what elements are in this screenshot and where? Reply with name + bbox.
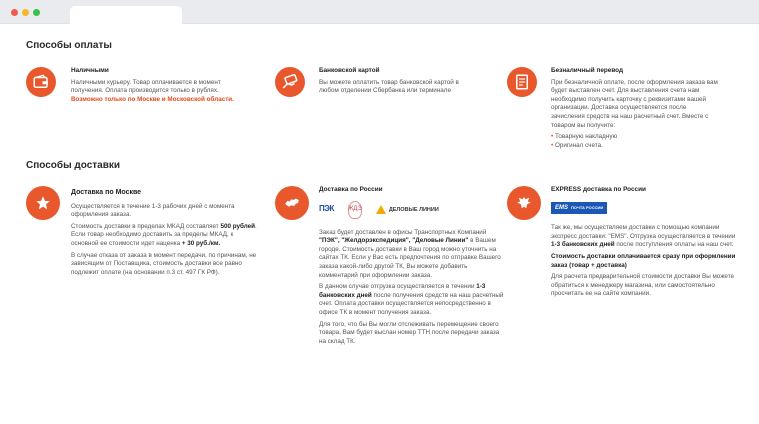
payment-cash-title: Наличными [71,67,109,74]
card-hand-icon [275,67,305,97]
delivery-moscow-refusal: В случае отказа от заказа в момент передачи, по причинам, не зависящим от Поставщика, стоимость доставки все равно подлежит оплате (на основании п.3 ст. 497 ГК РФ). [71,251,257,276]
express-days: 1-3 банковских дней [551,241,615,249]
list-item: • Оригинал счета. [551,142,721,151]
minimize-window-button[interactable] [22,9,29,16]
wallet-icon [26,67,56,97]
delivery-russia [319,186,505,346]
browser-tab[interactable] [70,6,182,24]
russia-text-2: в Вашем городе. Стоимость доставки в Ваш город можно уточнить на сайтах ТК. Если у Вас есть предпочтения по отправке Вашего заказа какой-либо другой ТК, Вы можете добавить комментарий при оформлении заказа. [319,237,501,279]
delivery-express-calc: Для расчета предварительной стоимости доставки Вы можете обратиться к менеджеру магазина, или самостоятельно просчитать ее на сайте компании. [551,273,735,298]
maximize-window-button[interactable] [33,9,40,16]
ems-logo-text: EMS [555,204,569,211]
express-text-2: после поступления оплаты на наш счет. [616,241,734,249]
delovye-linii-logo [376,205,439,214]
payment-cash-text: Наличными курьеру. Товар оплачивается в момент получения. Оплата производится только в рублях. [71,78,221,95]
payment-card [319,67,479,96]
payment-transfer-text: При безналичной оплате, после оформления заказа вам будет выставлен счет. Для выставления счета нам необходимо получить карточку с реквизитами вашей организации. Доставка осуществляется после зачисления средств на наш расчетный счет. Вместе с товаром вы получите: [551,78,718,129]
moscow-cost-surcharge: + 30 руб./км. [181,239,221,247]
payment-card-text: Вы можете оплатить товар банковской картой в любом отделении Сбербанка или терминале [319,78,459,95]
ems-logo [551,202,607,215]
delivery-russia-title: Доставка по России [319,186,383,193]
delivery-russia-offices [319,229,505,281]
close-window-button[interactable] [11,9,18,16]
payment-transfer [551,67,721,150]
zhde-logo: ЖДЭ [348,201,362,219]
payment-cash [71,67,251,104]
moscow-cost-text: Стоимость доставки в пределах МКАД составляет [71,222,219,230]
delivery-moscow-cost [71,223,257,249]
russia-ship-text-2: после получения средств на наш расчетный счет. Оплата доставки осуществляется непосредственно в офисе ТК в момент получения заказа. [319,291,504,316]
payment-transfer-title: Безналичный перевод [551,67,624,74]
carrier-logos [319,199,505,221]
delivery-moscow [71,189,257,277]
delivery-express-terms [551,224,741,250]
delivery-express-title: EXPRESS доставка по России [551,186,646,193]
ems-logo-subtext: ПОЧТА РОССИИ [571,204,604,210]
invoice-icon [507,67,537,97]
express-text: Так же, мы осуществляем доставки с помощью компании экспресс доставки: "EMS". Отгрузка осуществляется в течении [551,224,736,240]
browser-titlebar [0,0,759,24]
delivery-russia-tracking: Для того, что бы Вы могли отслеживать перемещение своего товара, Вам будет выслан номер ТТН после передачи заказа на склад ТК. [319,320,500,345]
delovye-linii-label: ДЕЛОВЫЕ ЛИНИИ [388,206,439,213]
delivery-moscow-title: Доставка по Москве [71,189,142,196]
russia-map-icon [275,186,309,220]
russia-ship-text: В данном случае отгрузка осуществляется в течении [319,283,475,291]
russia-carriers: "ПЭК", "Желдорэкспедиция", "Деловые Линии" [319,237,469,245]
eagle-emblem-icon [507,186,541,220]
russia-ship-days: 1-3 банковских дней [319,283,486,299]
moscow-cost-price: 500 рублей [220,222,255,230]
payment-card-title: Банковской картой [319,67,380,74]
delivery-methods-title: Способы доставки [26,160,121,171]
star-icon [26,186,60,220]
pek-logo: ПЭК [319,204,334,214]
payment-methods-title: Способы оплаты [26,40,112,51]
delivery-moscow-term: Осуществляется в течение 1-3 рабочих дней с момента оформления заказа. [71,202,235,219]
russia-text: Заказ будет доставлен в офисы Транспортных Компаний [319,228,487,236]
delivery-express [551,186,741,299]
payment-cash-highlight: Возможно только по Москве и Московской области. [71,95,234,103]
list-item: • Товарную накладную [551,133,721,142]
delivery-russia-shipping [319,283,505,317]
moscow-cost-text-2: . Если товар необходимо доставить за пределы МКАД, к основной ее стоимости идет наценка [71,222,257,247]
delivery-express-payment: Стоимость доставки оплачивается сразу при оформлении заказ (товар + доставка) [551,252,736,269]
